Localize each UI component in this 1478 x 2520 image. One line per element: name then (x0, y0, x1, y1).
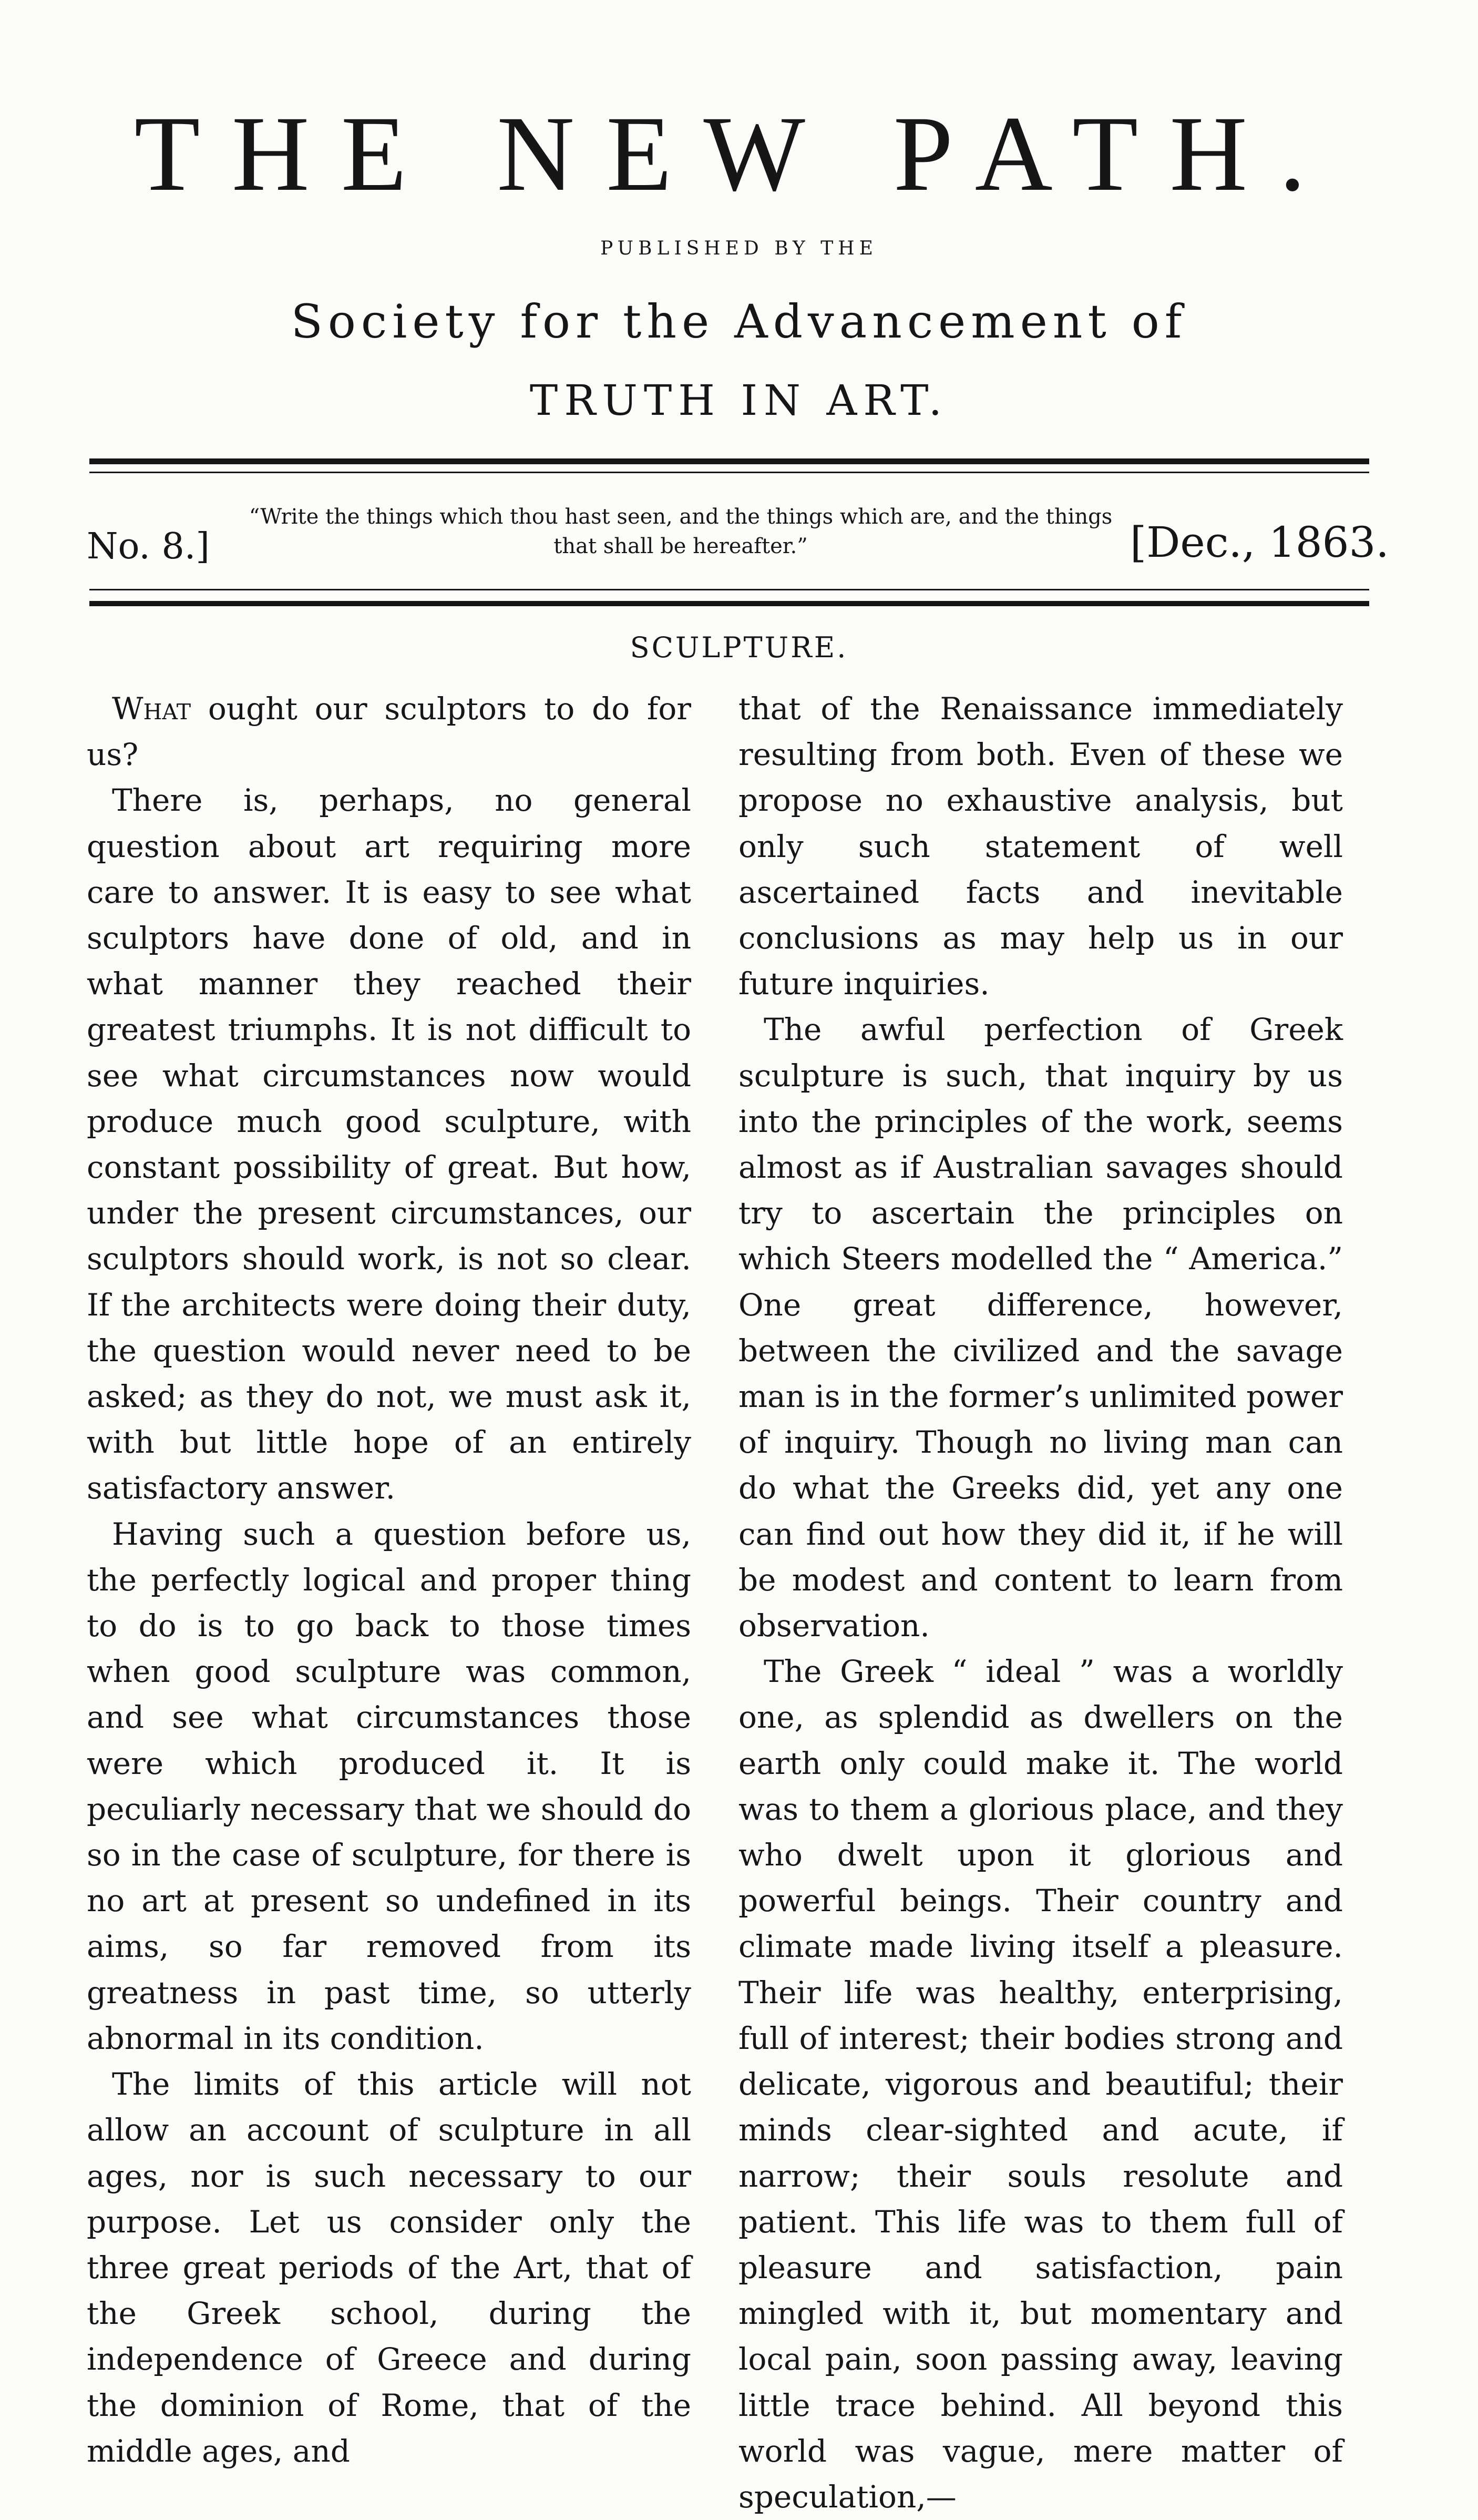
top-rule-thick (89, 458, 1369, 464)
paragraph: that of the Renaissance immediately resulting from both. Even of these we propose no exhaustive analysis, but only such statement of well ascertained facts and inevitable conclusions as may help us in our future inquiries. (738, 691, 1343, 1002)
motto: “Write the things which thou hast seen, and the things which are, and the things that shall be hereafter.” (249, 505, 1113, 558)
published-by-line: PUBLISHED BY THE (600, 238, 878, 259)
paragraph: There is, perhaps, no general question about art requiring more care to answer. It is easy to see what sculptors have done of old, and in what manner they reached their greatest triumphs. It is not difficult to see what circumstances now would produce much good sculpture, with constant possibility of great. But how, under the present circumstances, our sculptors should work, is not so clear. If the architects were doing their duty, the question would never need to be asked; as they do not, we must ask it, with but little hope of an entirely satisfactory answer. (87, 782, 691, 1506)
issue-number: No. 8.] (87, 526, 210, 567)
masthead-title: THE NEW PATH. (134, 94, 1338, 213)
truth-in-art-line: TRUTH IN ART. (529, 376, 949, 425)
right-column (738, 686, 1343, 2520)
left-column (87, 686, 691, 2474)
article-title: SCULPTURE. (630, 631, 848, 664)
paragraph: Having such a question before us, the perfectly logical and proper thing to do is to go back to those times when good sculpture was common, and see what circumstances those were which produced it. It is peculiarly necessary that we should do so in the case of sculpture, for there is no art at present so undefined in its aims, so far removed from its greatness in past time, so utterly abnormal in its condition. (87, 1516, 691, 2056)
paragraph (87, 686, 691, 778)
issue-date: [Dec., 1863. (1130, 518, 1389, 567)
paragraph: The limits of this article will not allow an account of sculpture in all ages, nor is such necessary to our purpose. Let us consider only the three great periods of the Art, that of the Greek school, during the independence of Greece and during the dominion of Rome, that of the middle ages, and (87, 2066, 691, 2469)
bottom-rule-thick (89, 601, 1369, 606)
society-line: Society for the Advancement of (291, 294, 1187, 349)
paragraph: The awful perfection of Greek sculpture is such, that inquiry by us into the principles of the work, seems almost as if Australian savages should try to ascertain the principles on which Steers modelled the “ America.” One great difference, however, between the civilized and the savage man is in the former’s unlimited power of inquiry. Though no living man can do what the Greeks did, yet any one can find out how they did it, if he will be modest and content to learn from observation. (738, 1012, 1343, 1644)
paragraph: The Greek “ ideal ” was a worldly one, as splendid as dwellers on the earth only could make it. The world was to them a glorious place, and they who dwelt upon it glorious and powerful beings. Their country and climate made living itself a pleasure. Their life was healthy, enterprising, full of interest; their bodies strong and delicate, vigorous and beautiful; their minds clear-sighted and acute, if narrow; their souls resolute and patient. This life was to them full of pleasure and satisfaction, pain mingled with it, but momentary and local pain, soon passing away, leaving little trace behind. All beyond this world was vague, mere matter of speculation,— (738, 1654, 1343, 2515)
lead-word: What (112, 691, 191, 727)
bottom-rule-thin (89, 589, 1369, 590)
top-rule-thin (89, 472, 1369, 473)
paragraph-text: ought our sculptors to do for us? (87, 691, 691, 773)
